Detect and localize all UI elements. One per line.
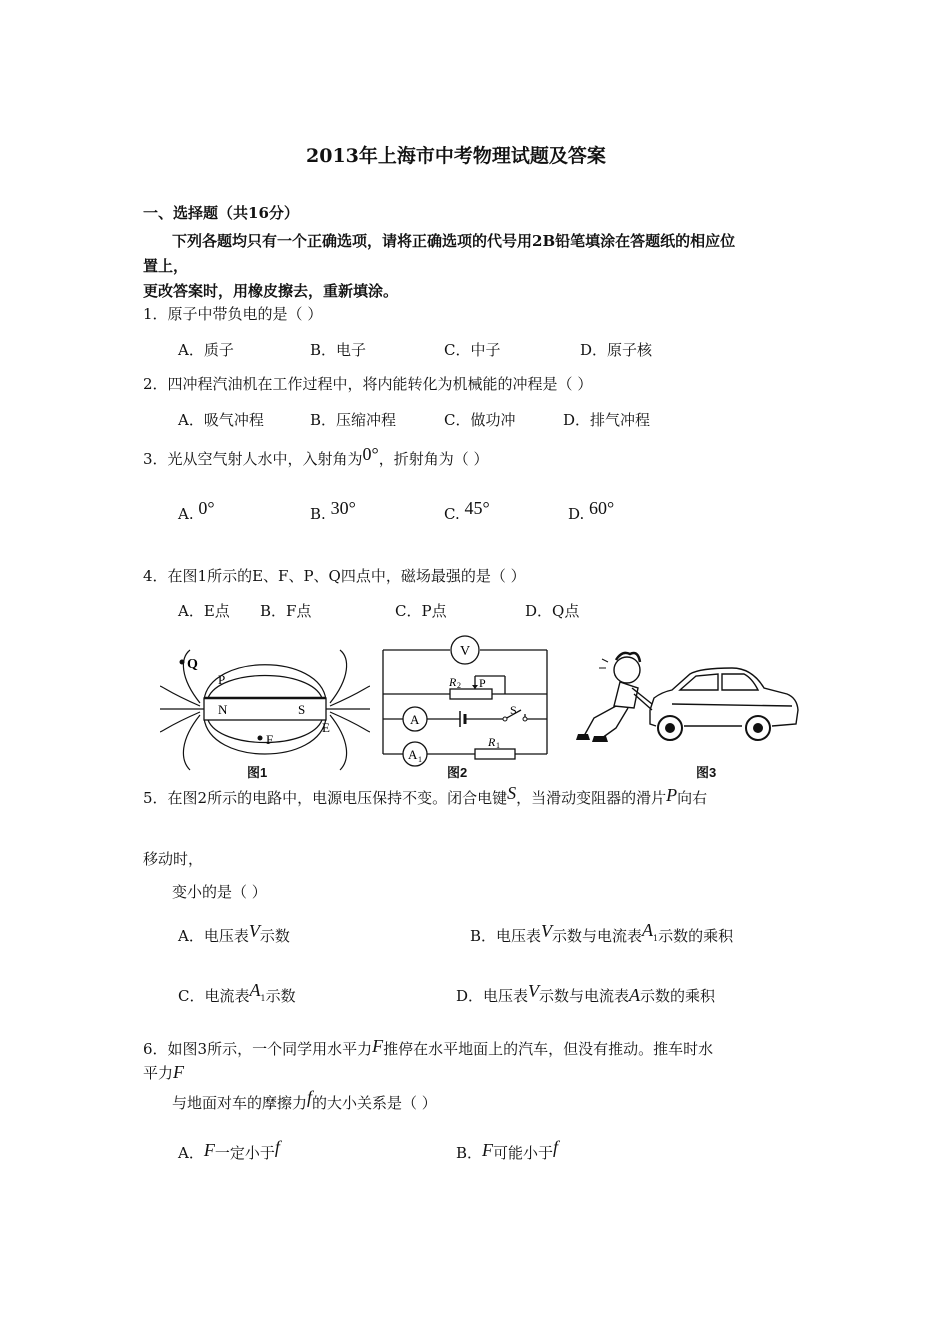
- switch-s-label: S: [510, 703, 517, 717]
- figure-2-circuit: [375, 632, 555, 772]
- fig1-label-s: S: [298, 702, 306, 717]
- r2-sub: 2: [457, 681, 461, 690]
- q5-option-b: B．电压表V示数与电流表A1示数的乘积: [470, 920, 734, 945]
- q3-stem: [143, 444, 489, 469]
- ammeter-a-label: A: [410, 712, 420, 727]
- figure-2-caption: 图2: [447, 765, 468, 780]
- q5-option-a: A．电压表V示数: [178, 921, 290, 945]
- ammeter-a1-sub: 1: [418, 755, 422, 764]
- q1-option-a: A．质子: [178, 341, 234, 359]
- q5-slider-p: P: [666, 785, 678, 805]
- instruction-line-2: 置上，: [143, 257, 189, 275]
- q4-option-d: D．Q点: [525, 602, 580, 620]
- point-f-dot: [258, 736, 263, 741]
- q3-stem-part2: ，折射角为（ ）: [378, 450, 489, 468]
- q5-option-d: D．电压表V示数与电流表A示数的乘积: [456, 981, 716, 1005]
- r1-label: R: [488, 735, 496, 749]
- ammeter-a1-label: A: [408, 747, 418, 762]
- figure-3-caption: 图3: [696, 765, 717, 780]
- q4-option-a: A．E点: [178, 602, 230, 620]
- q4-option-b: B．F点: [260, 602, 312, 620]
- q2-stem: 2．四冲程汽油机在工作过程中，将内能转化为机械能的冲程是（ ）: [143, 375, 593, 393]
- q3-option-c: C. 45°: [444, 498, 490, 523]
- voltmeter-label: V: [460, 644, 471, 659]
- q2-option-d: D．排气冲程: [563, 411, 651, 429]
- q3-angle: 0°: [362, 444, 379, 464]
- fig1-label-n: N: [218, 702, 228, 717]
- q6-stem-line-3: 与地面对车的摩擦力f的大小关系是（ ）: [172, 1087, 437, 1112]
- fig1-label-e: E: [322, 720, 330, 735]
- figure-1-caption: 图1: [247, 765, 268, 780]
- q5-stem-line-3: 变小的是（ ）: [172, 883, 267, 901]
- q5-option-c: C．电流表A1示数: [178, 980, 296, 1005]
- q1-stem: 1．原子中带负电的是（ ）: [143, 305, 323, 323]
- q6-option-b: B．F可能小于f: [456, 1137, 559, 1162]
- instruction-line-3: 更改答案时，用橡皮擦去，重新填涂。: [143, 282, 399, 300]
- figure-1-magnet: [160, 648, 370, 778]
- q3-option-b: B. 30°: [310, 498, 356, 523]
- slider-p-label: P: [479, 676, 486, 690]
- instruction-line-1: 下列各题均只有一个正确选项，请将正确选项的代号用2B铅笔填涂在答题纸的相应位: [172, 232, 736, 250]
- q4-stem: 4．在图1所示的E、F、P、Q四点中，磁场最强的是（ ）: [143, 567, 526, 585]
- section-heading: 一、选择题（共16分）: [143, 204, 299, 222]
- fig1-label-p: P: [218, 672, 226, 687]
- q3-option-d: D. 60°: [568, 498, 615, 523]
- q6-option-a: A．F一定小于f: [178, 1137, 280, 1162]
- q4-option-c: C．P点: [395, 602, 447, 620]
- q2-option-b: B．压缩冲程: [310, 411, 397, 429]
- point-q-dot: [180, 660, 185, 665]
- figure-3-push-car: [572, 648, 804, 756]
- q5-stem: 5．在图2所示的电路中，电源电压保持不变。闭合电键S，当滑动变阻器的滑片P向右: [143, 783, 708, 807]
- q2-option-a: A．吸气冲程: [178, 411, 264, 429]
- fig1-label-q: Q: [187, 657, 198, 672]
- q6-stem-line-2: 平力F: [143, 1062, 185, 1082]
- q5-switch-s: S: [507, 783, 517, 803]
- q3-stem-part1: 3．光从空气射人水中，入射角为: [143, 450, 363, 468]
- fig1-label-f: F: [266, 732, 274, 747]
- q1-option-d: D．原子核: [580, 341, 653, 359]
- q5-stem-line-2: 移动时，: [143, 850, 204, 868]
- page-title: 2013年上海市中考物理试题及答案: [306, 145, 606, 167]
- q6-stem: 6．如图3所示，一个同学用水平力F推停在水平地面上的汽车，但没有推动。推车时水: [143, 1036, 714, 1058]
- q1-option-b: B．电子: [310, 341, 367, 359]
- q2-option-c: C．做功冲: [444, 411, 516, 429]
- r1-sub: 1: [496, 741, 500, 750]
- r2-label: R: [449, 675, 457, 689]
- q3-option-a: A. 0°: [178, 498, 215, 523]
- q1-option-c: C．中子: [444, 341, 501, 359]
